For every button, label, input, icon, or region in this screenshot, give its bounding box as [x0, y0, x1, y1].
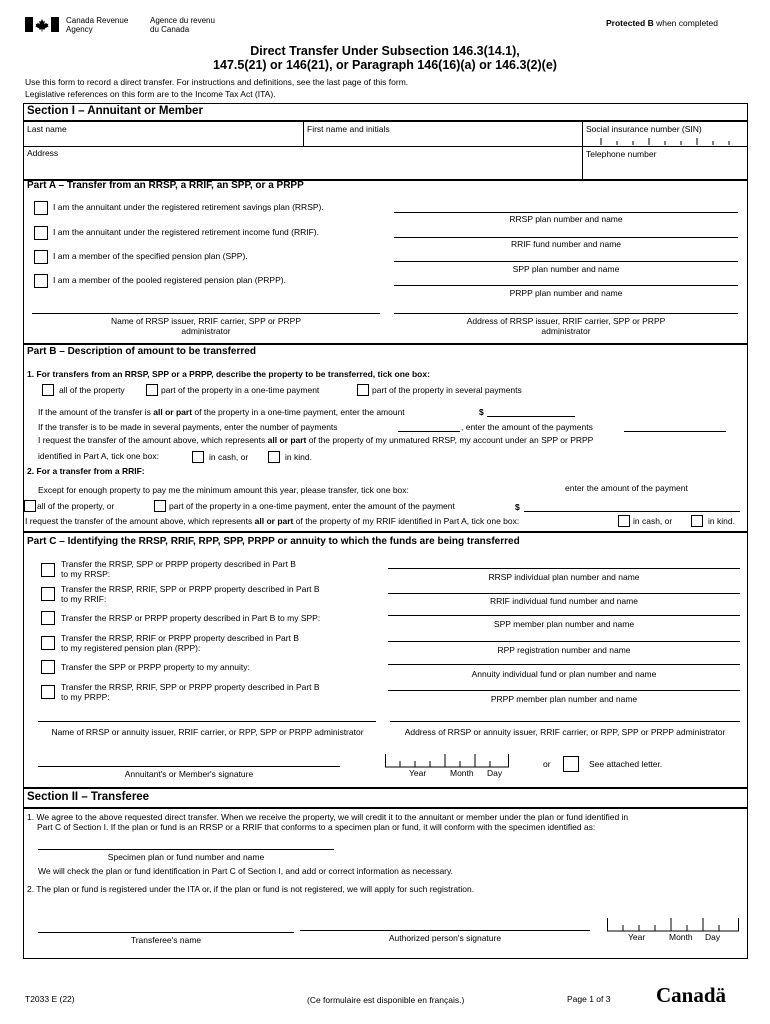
prpp-member-line[interactable] [388, 690, 740, 691]
canada-wordmark: Canadä [656, 983, 727, 1007]
partB-q2: 2. For a transfer from a RRIF: [27, 466, 145, 476]
text: all or part [267, 435, 307, 445]
rrsp-in-kind-checkbox[interactable] [268, 451, 280, 463]
divider [303, 121, 304, 146]
text: of the property in a one-time payment, enter the amount [194, 407, 405, 417]
partC-opt4b: to my registered pension plan (RPP): [61, 643, 201, 653]
partC-r2: RRIF individual fund number and name [490, 596, 638, 606]
text: all or part [153, 407, 193, 417]
partA-opt-rrif: I am the annuitant under the registered retirement income fund (RRIF). [53, 227, 319, 237]
partC-r4: RPP registration number and name [497, 645, 631, 655]
to-rrsp-checkbox[interactable] [41, 563, 55, 577]
specimen-label: Specimen plan or fund number and name [107, 852, 265, 862]
rrif-in-kind-checkbox[interactable] [691, 515, 703, 527]
section2-p1b: Part C of Section I. If the plan or fund is an RRSP or a RRIF that conforms to a specimen plan or fund, it will conform with the specimen identified as: [37, 822, 596, 832]
rrif-individual-line[interactable] [388, 593, 740, 594]
text: I request the transfer of the amount above, which represents [25, 516, 253, 526]
issuer-address-line[interactable] [394, 313, 738, 314]
partB-q1: 1. For transfers from an RRSP, SPP or a PRPP, describe the property to be transferred, tick one box: [27, 369, 430, 379]
rrsp-plan-label: RRSP plan number and name [509, 214, 623, 224]
partC-opt6a: Transfer the RRSP, RRIF, SPP or PRPP property described in Part B [61, 682, 320, 692]
all-property-label: all of the property [59, 385, 125, 395]
partA-issuer-name-label: Name of RRSP issuer, RRIF carrier, SPP or PRPP administrator [110, 316, 302, 336]
sin-field[interactable] [586, 135, 744, 145]
or-label: or [543, 759, 551, 769]
text: I request the transfer of the amount above, which represents [38, 435, 266, 445]
payment-amount-field[interactable] [624, 431, 726, 432]
transferee-name-field[interactable] [38, 932, 294, 933]
rrif-fund-line[interactable] [394, 237, 738, 238]
rrif-all-checkbox[interactable] [24, 500, 36, 512]
month-label: Month [669, 932, 693, 942]
partC-opt2b: to my RRIF: [61, 594, 107, 604]
rrif-part-checkbox[interactable] [154, 500, 166, 512]
in-kind-label: in kind. [285, 452, 312, 462]
form-title-line2: 147.5(21) or 146(21), or Paragraph 146(16)(a) or 146.3(2)(e) [213, 58, 557, 72]
part-several-label: part of the property in several payments [372, 385, 522, 395]
one-time-amount-field[interactable] [487, 416, 575, 417]
partB-several-text2: , enter the amount of the payments [461, 422, 593, 432]
to-prpp-checkbox[interactable] [41, 685, 55, 699]
french-availability: (Ce formulaire est disponible en français.) [307, 995, 465, 1005]
partA-prpp-checkbox[interactable] [34, 274, 48, 288]
year-label: Year [628, 932, 646, 942]
text: of the property of my unmatured RRSP, my account under an SPP or PRPP [308, 435, 594, 445]
all-property-checkbox[interactable] [42, 384, 54, 396]
partA-issuer-addr-label: Address of RRSP issuer, RRIF carrier, SPP or PRPP administrator [466, 316, 666, 336]
section2-title: Section II – Transferee [27, 791, 150, 803]
to-spp-checkbox[interactable] [41, 611, 55, 625]
agency-name-fr-2: du Canada [150, 25, 190, 34]
form-id: T2033 E (22) [25, 994, 75, 1004]
partC-opt6b: to my PRPP: [61, 692, 110, 702]
partC-opt1a: Transfer the RRSP, SPP or PRPP property described in Part B [61, 559, 296, 569]
annuitant-signature-field[interactable] [38, 766, 340, 767]
in-kind-label: in kind. [708, 516, 735, 526]
partA-opt-prpp: I am a member of the pooled registered pension plan (PRPP). [53, 275, 286, 285]
section2-p1a: 1. We agree to the above requested direct transfer. When we receive the property, we will credit it to the annuitant or member under the plan or fund identified in [27, 812, 629, 822]
rrif-payment-field[interactable] [524, 511, 740, 512]
text: all or part [254, 516, 294, 526]
part-one-time-label: part of the property in a one-time payment [161, 385, 320, 395]
address-label: Address [27, 148, 59, 158]
rpp-registration-line[interactable] [388, 641, 740, 642]
first-name-label: First name and initials [307, 124, 390, 134]
divider [23, 787, 748, 789]
year-label: Year [409, 768, 427, 778]
partA-opt-spp: I am a member of the specified pension plan (SPP). [53, 251, 248, 261]
dollar-sign: $ [515, 502, 520, 512]
rrif-request-line [25, 516, 519, 526]
attached-letter-checkbox[interactable] [563, 756, 579, 772]
partC-r3: SPP member plan number and name [493, 619, 635, 629]
protected-b: Protected B [606, 18, 654, 28]
divider [23, 120, 748, 122]
specimen-field[interactable] [38, 849, 334, 850]
text: If the amount of the transfer is [38, 407, 151, 417]
intro-text-1: Use this form to record a direct transfer. For instructions and definitions, see the last page of this form. [25, 77, 409, 87]
to-annuity-checkbox[interactable] [41, 660, 55, 674]
divider [23, 146, 748, 147]
number-of-payments-field[interactable] [398, 431, 460, 432]
date-field[interactable] [385, 752, 509, 768]
attached-letter-label: See attached letter. [589, 759, 663, 769]
rrif-in-cash-checkbox[interactable] [618, 515, 630, 527]
rrsp-in-cash-checkbox[interactable] [192, 451, 204, 463]
dollar-sign: $ [479, 407, 484, 417]
partA-rrsp-checkbox[interactable] [34, 201, 48, 215]
form-title-line1: Direct Transfer Under Subsection 146.3(14.1), [250, 44, 520, 58]
section1-title: Section I – Annuitant or Member [27, 105, 203, 117]
agency-name-fr-1: Agence du revenu [150, 16, 215, 25]
partB-several-text: If the transfer is to be made in several payments, enter the number of payments [38, 422, 338, 432]
agency-name-en-2: Agency [66, 25, 93, 34]
partA-opt-rrsp: I am the annuitant under the registered retirement savings plan (RRSP). [53, 202, 324, 212]
spp-plan-line[interactable] [394, 261, 738, 262]
part-several-checkbox[interactable] [357, 384, 369, 396]
month-label: Month [450, 768, 474, 778]
to-rrif-checkbox[interactable] [41, 587, 55, 601]
partB-title: Part B – Description of amount to be transferred [27, 346, 256, 357]
partC-title: Part C – Identifying the RRSP, RRIF, RPP, SPP, PRPP or annuity to which the funds are being transferred [27, 536, 520, 547]
divider [23, 343, 748, 345]
annuity-line[interactable] [388, 664, 740, 665]
canada-flag-logo [25, 17, 59, 32]
partC-opt1b: to my RRSP: [61, 569, 111, 579]
partC-r6: PRPP member plan number and name [490, 694, 638, 704]
divider [582, 121, 583, 179]
page-number: Page 1 of 3 [567, 994, 611, 1004]
prpp-plan-label: PRPP plan number and name [509, 288, 623, 298]
protected-label [606, 18, 718, 28]
day-label: Day [705, 932, 721, 942]
partC-opt5: Transfer the SPP or PRPP property to my annuity: [61, 662, 250, 672]
text: of the property of my RRIF identified in Part A, tick one box: [295, 516, 520, 526]
protected-note: when completed [656, 18, 718, 28]
partC-issuer-name-label: Name of RRSP or annuity issuer, RRIF carrier, or RPP, SPP or PRPP administrator [51, 727, 364, 737]
partA-rrif-checkbox[interactable] [34, 226, 48, 240]
to-rpp-checkbox[interactable] [41, 636, 55, 650]
section2-check: We will check the plan or fund identification in Part C of Section I, and add or correct information as necessary. [38, 866, 453, 876]
in-cash-label: in cash, or [209, 452, 249, 462]
telephone-label: Telephone number [586, 149, 657, 159]
authorized-signature-label: Authorized person's signature [388, 933, 502, 943]
part-one-time-checkbox[interactable] [146, 384, 158, 396]
sin-label: Social insurance number (SIN) [586, 124, 702, 134]
prpp-plan-line[interactable] [394, 285, 738, 286]
partA-spp-checkbox[interactable] [34, 250, 48, 264]
partB-amount-line [38, 407, 405, 417]
agency-name-en-1: Canada Revenue [66, 16, 129, 25]
transferee-date-field[interactable] [607, 916, 739, 932]
rrif-enter-amount: enter the amount of the payment [565, 483, 688, 493]
rrif-fund-label: RRIF fund number and name [510, 239, 622, 249]
rrif-all-label: all of the property, or [37, 501, 115, 511]
intro-text-2: Legislative references on this form are to the Income Tax Act (ITA). [25, 89, 276, 99]
partB-request-line [38, 435, 593, 445]
in-cash-label: in cash, or [633, 516, 673, 526]
partC-opt2a: Transfer the RRSP, RRIF, SPP or PRPP property described in Part B [61, 584, 320, 594]
annuitant-signature-label: Annuitant's or Member's signature [124, 769, 254, 779]
divider [23, 807, 748, 809]
partC-r5: Annuity individual fund or plan number and name [471, 669, 657, 679]
partC-r1: RRSP individual plan number and name [488, 572, 640, 582]
issuer-address-line[interactable] [390, 721, 740, 722]
rrsp-plan-line[interactable] [394, 212, 738, 213]
day-label: Day [487, 768, 503, 778]
divider [23, 531, 748, 533]
section2-p2: 2. The plan or fund is registered under the ITA or, if the plan or fund is not registered, we will apply for such registration. [27, 884, 475, 894]
rrif-part-label: part of the property in a one-time payment, enter the amount of the payment [169, 501, 455, 511]
authorized-signature-field[interactable] [300, 930, 590, 931]
transferee-name-label: Transferee's name [130, 935, 202, 945]
issuer-name-line[interactable] [38, 721, 376, 722]
partC-opt3: Transfer the RRSP or PRPP property described in Part B to my SPP: [61, 613, 321, 623]
spp-plan-label: SPP plan number and name [512, 264, 620, 274]
rrif-tick-text: Except for enough property to pay me the minimum amount this year, please transfer, tick one box: [38, 485, 409, 495]
rrsp-individual-line[interactable] [388, 568, 740, 569]
partC-opt4a: Transfer the RRSP, RRIF or PRPP property described in Part B [61, 633, 299, 643]
partB-tick-text: identified in Part A, tick one box: [38, 451, 159, 461]
last-name-label: Last name [27, 124, 67, 134]
partC-issuer-addr-label: Address of RRSP or annuity issuer, RRIF carrier, or RPP, SPP or PRPP administrator [404, 727, 726, 737]
partA-title: Part A – Transfer from an RRSP, a RRIF, an SPP, or a PRPP [27, 180, 304, 191]
issuer-name-line[interactable] [32, 313, 380, 314]
spp-member-line[interactable] [388, 615, 740, 616]
